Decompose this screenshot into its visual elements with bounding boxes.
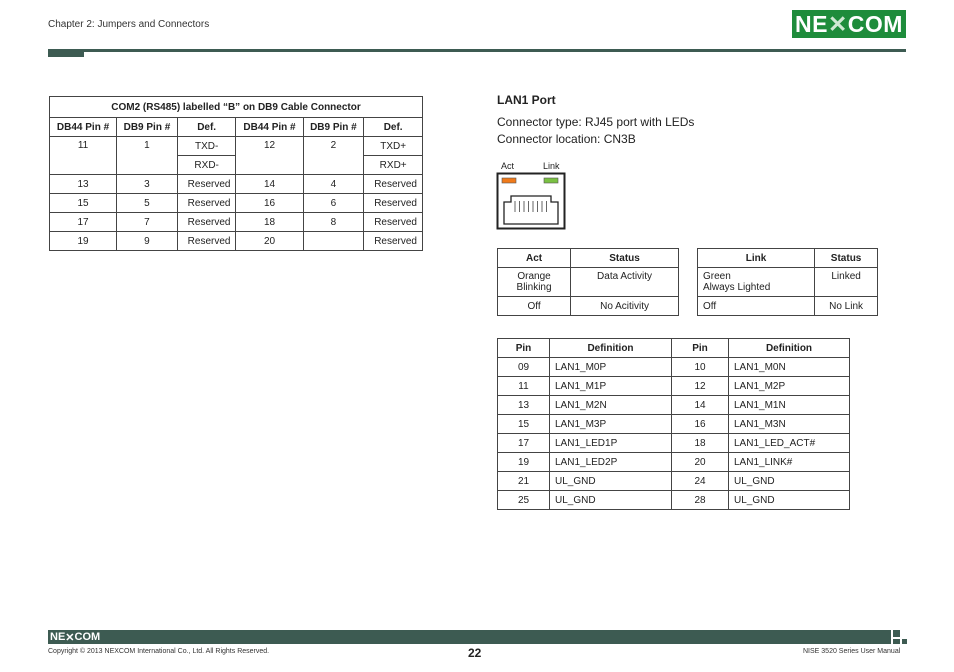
table-header-row [498, 339, 850, 358]
table-cell: Reserved [364, 194, 423, 213]
table-cell: 9 [117, 232, 178, 251]
table-cell: LAN1_M2P [729, 377, 850, 396]
footer-square [893, 630, 900, 637]
footer-square [902, 639, 907, 644]
nexcom-logo: NE ✕ COM [792, 10, 906, 38]
cell-line: Green [703, 271, 731, 282]
link-led-table [697, 248, 878, 316]
table-cell: 15 [498, 415, 550, 434]
table-cell: LAN1_M0N [729, 358, 850, 377]
table-cell: No Acitivity [571, 297, 679, 316]
table-cell: Reserved [364, 232, 423, 251]
table-cell: 6 [303, 194, 364, 213]
footer-square [893, 639, 900, 644]
table-cell: 21 [498, 472, 550, 491]
table-cell: 1 [117, 137, 178, 175]
cell-line: Orange [517, 271, 551, 282]
table-cell: 24 [672, 472, 729, 491]
table-row [698, 297, 878, 316]
table-cell: 14 [236, 175, 303, 194]
table-row [50, 194, 423, 213]
link-led-label: Link [543, 161, 560, 171]
col-header: Status [815, 249, 878, 268]
com2-pin-table [49, 96, 423, 251]
table-cell: 17 [50, 213, 117, 232]
table-cell: 15 [50, 194, 117, 213]
table-row [498, 358, 850, 377]
pin-table-body [498, 358, 850, 510]
table-cell: Off [498, 297, 571, 316]
table-cell: 8 [303, 213, 364, 232]
table-cell: LAN1_M1N [729, 396, 850, 415]
table-cell: 12 [672, 377, 729, 396]
table-cell: Reserved [177, 213, 236, 232]
table-cell: 5 [117, 194, 178, 213]
cell-line: Always Lighted [703, 282, 771, 293]
lan1-pin-table [497, 338, 850, 510]
footer-bar [48, 630, 891, 644]
table-cell: Reserved [364, 175, 423, 194]
table-cell: LAN1_LED_ACT# [729, 434, 850, 453]
com2-table-title: COM2 (RS485) labelled “B” on DB9 Cable Connector [50, 97, 423, 118]
table-cell: Data Activity [571, 268, 679, 297]
table-cell: LAN1_M3P [550, 415, 672, 434]
table-cell: 4 [303, 175, 364, 194]
col-header: Act [498, 249, 571, 268]
table-cell: 17 [498, 434, 550, 453]
col-header: DB9 Pin # [303, 118, 364, 137]
table-cell: RXD- [177, 156, 236, 175]
table-row [50, 213, 423, 232]
table-cell: 09 [498, 358, 550, 377]
copyright-text: Copyright © 2013 NEXCOM International Co., Ltd. All Rights Reserved. [48, 648, 270, 655]
table-cell [698, 268, 815, 297]
table-cell: Reserved [177, 232, 236, 251]
table-cell: 19 [50, 232, 117, 251]
act-led-label: Act [501, 161, 515, 171]
table-cell: 13 [50, 175, 117, 194]
table-row [498, 491, 850, 510]
table-cell: LAN1_LED2P [550, 453, 672, 472]
header-rule [48, 49, 906, 52]
connector-location-text: Connector location: CN3B [497, 132, 636, 146]
table-cell: 25 [498, 491, 550, 510]
connector-type-text: Connector type: RJ45 port with LEDs [497, 115, 695, 129]
table-cell: Reserved [177, 175, 236, 194]
col-header: Def. [364, 118, 423, 137]
col-header: Status [571, 249, 679, 268]
table-cell: 16 [672, 415, 729, 434]
rj45-connector-diagram [496, 172, 566, 230]
table-row [498, 297, 679, 316]
table-row [498, 377, 850, 396]
table-cell: Reserved [364, 213, 423, 232]
table-cell: 13 [498, 396, 550, 415]
table-row [498, 434, 850, 453]
table-cell: 14 [672, 396, 729, 415]
col-header: Pin [672, 339, 729, 358]
col-header: Definition [550, 339, 672, 358]
table-cell: UL_GND [729, 491, 850, 510]
col-header: DB44 Pin # [50, 118, 117, 137]
table-cell: UL_GND [550, 491, 672, 510]
manual-title: NISE 3520 Series User Manual [803, 648, 901, 655]
table-cell: UL_GND [729, 472, 850, 491]
table-cell: No Link [815, 297, 878, 316]
table-row [698, 268, 878, 297]
table-row [498, 415, 850, 434]
col-header: DB44 Pin # [236, 118, 303, 137]
table-cell: 18 [236, 213, 303, 232]
col-header: Def. [177, 118, 236, 137]
col-header: Pin [498, 339, 550, 358]
table-cell: LAN1_M1P [550, 377, 672, 396]
table-cell: LAN1_M3N [729, 415, 850, 434]
table-cell: 20 [236, 232, 303, 251]
table-cell [498, 268, 571, 297]
table-cell: 2 [303, 137, 364, 175]
table-cell: RXD+ [364, 156, 423, 175]
col-header: Link [698, 249, 815, 268]
col-header: Definition [729, 339, 850, 358]
table-cell: TXD- [177, 137, 236, 156]
table-cell: 12 [236, 137, 303, 175]
col-header: DB9 Pin # [117, 118, 178, 137]
table-row [50, 137, 423, 156]
act-led-table [497, 248, 679, 316]
page-number: 22 [468, 646, 482, 660]
table-cell: 3 [117, 175, 178, 194]
table-cell: LAN1_M0P [550, 358, 672, 377]
table-row [498, 268, 679, 297]
table-cell: 11 [498, 377, 550, 396]
header-accent-block [48, 52, 84, 57]
table-row [50, 175, 423, 194]
table-cell: 10 [672, 358, 729, 377]
table-header-row [498, 249, 679, 268]
table-cell: 16 [236, 194, 303, 213]
table-cell: 18 [672, 434, 729, 453]
com2-table-header-row [50, 118, 423, 137]
act-led-icon [502, 178, 516, 183]
cell-line: Blinking [516, 282, 552, 293]
table-cell: 19 [498, 453, 550, 472]
table-cell: Linked [815, 268, 878, 297]
table-cell: Off [698, 297, 815, 316]
chapter-title: Chapter 2: Jumpers and Connectors [48, 19, 210, 30]
table-cell: Reserved [177, 194, 236, 213]
table-cell: LAN1_LINK# [729, 453, 850, 472]
table-cell: TXD+ [364, 137, 423, 156]
table-header-row [698, 249, 878, 268]
footer-nexcom-logo: NE ✕ COM [50, 631, 101, 644]
table-cell: UL_GND [550, 472, 672, 491]
table-row [50, 232, 423, 251]
table-cell: 11 [50, 137, 117, 175]
table-cell: 7 [117, 213, 178, 232]
table-cell: 20 [672, 453, 729, 472]
table-cell: LAN1_LED1P [550, 434, 672, 453]
link-led-icon [544, 178, 558, 183]
table-cell: LAN1_M2N [550, 396, 672, 415]
table-cell: 28 [672, 491, 729, 510]
table-row [498, 472, 850, 491]
table-row [498, 453, 850, 472]
table-row [498, 396, 850, 415]
lan1-heading: LAN1 Port [497, 93, 556, 107]
table-cell [303, 232, 364, 251]
